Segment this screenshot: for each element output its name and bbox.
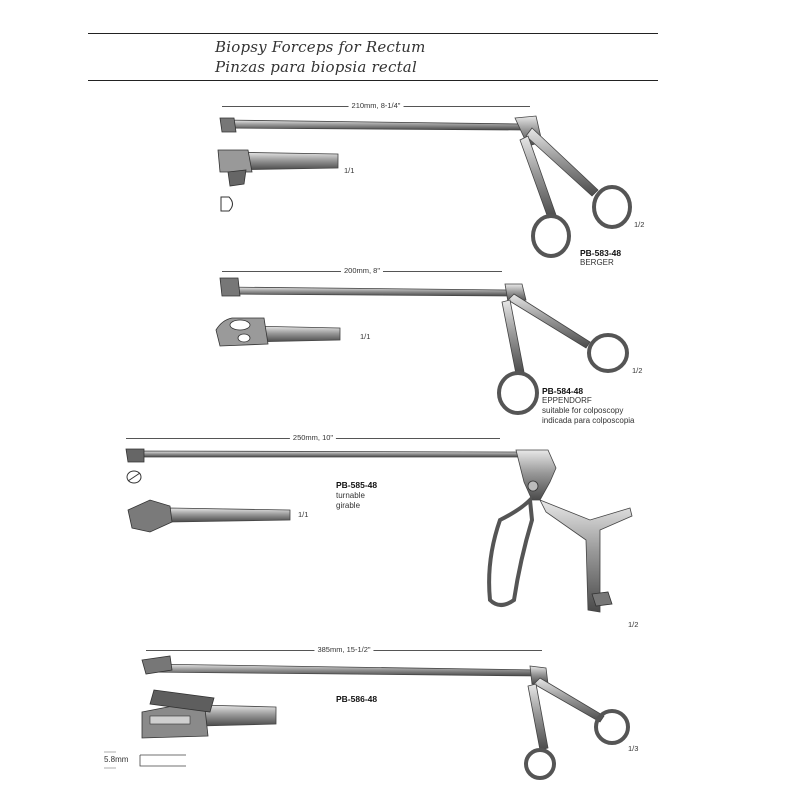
product-code-2: PB-584-48 [542,386,584,396]
scale-bar-bracket [140,755,186,766]
title-spanish: Pinzas para biopsia rectal [215,58,417,76]
length-label-2: 200mm, 8" [341,266,383,275]
drawing-scale-3: 1/2 [628,620,639,629]
product-name-2: EPPENDORF [542,396,592,405]
detail-scale-3: 1/1 [298,510,309,519]
scale-bar-label: 5.8mm [104,755,129,764]
length-label-1: 210mm, 8-1/4" [349,101,404,110]
product-code-1: PB-583-48 [580,248,622,258]
detail-scale-2: 1/1 [360,332,371,341]
forceps-berger-drawing [218,116,630,256]
product-name-1: BERGER [580,258,614,267]
length-label-3: 250mm, 10" [290,433,336,442]
product-code-3: PB-585-48 [336,480,378,490]
forceps-long-drawing [142,656,628,778]
product-note-2a: suitable for colposcopy [542,406,624,415]
forceps-turnable-drawing [126,449,632,612]
product-note-3a: turnable [336,491,365,500]
product-note-2b: indicada para colposcopia [542,416,635,425]
length-label-4: 385mm, 15-1/2" [314,645,373,654]
drawing-scale-1: 1/2 [634,220,645,229]
drawing-scale-4: 1/3 [628,744,639,753]
drawing-scale-2: 1/2 [632,366,643,375]
product-code-4: PB-586-48 [336,694,378,704]
detail-scale-1: 1/1 [344,166,355,175]
title-english: Biopsy Forceps for Rectum [215,38,426,56]
product-note-3b: girable [336,501,361,510]
